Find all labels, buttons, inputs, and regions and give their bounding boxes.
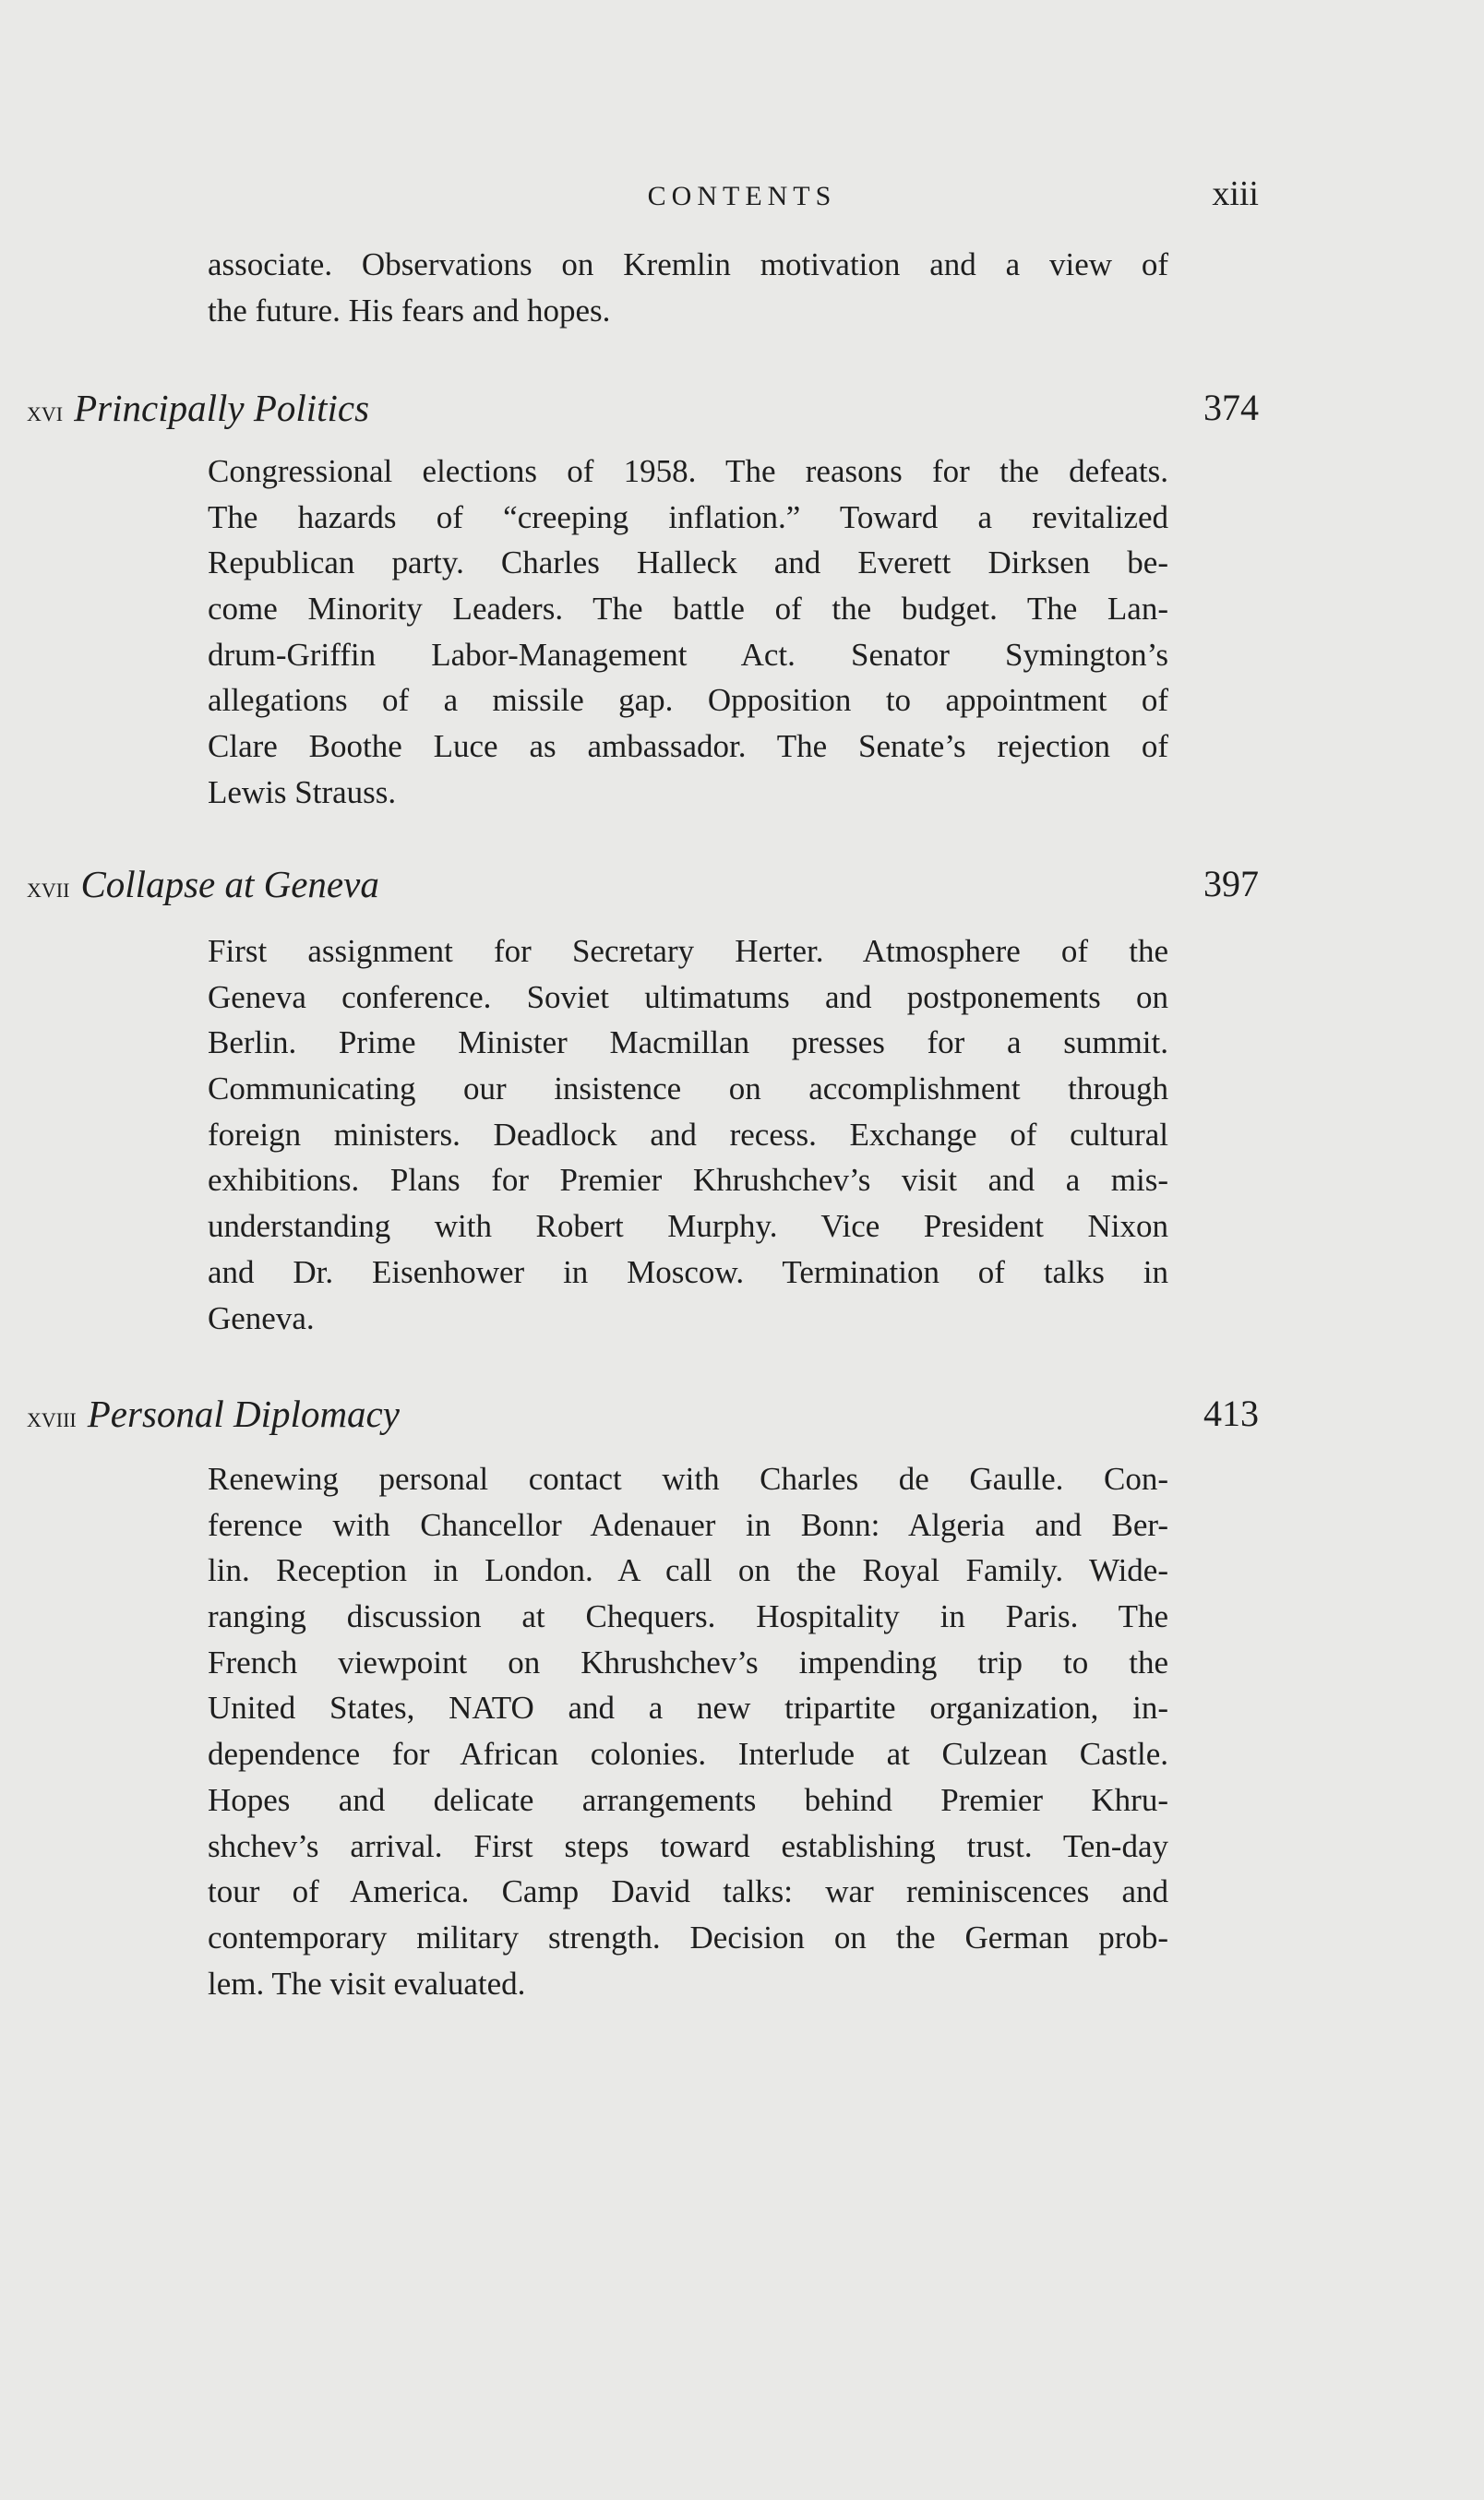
chapter-summary-xviii	[208, 1456, 1168, 2006]
chapter-heading-xviii	[27, 1391, 1259, 1437]
text-line: Geneva conference. Soviet ultimatums and postponements on	[208, 978, 1168, 1015]
text-line: lin. Reception in London. A call on the Royal Family. Wide-	[208, 1552, 1168, 1589]
text-line: drum-Griffin Labor-Management Act. Senator Symington’s	[208, 636, 1168, 673]
text-line: and Dr. Eisenhower in Moscow. Termination of talks in	[208, 1253, 1168, 1290]
text-line: French viewpoint on Khrushchev’s impending trip to the	[208, 1644, 1168, 1681]
chapter-number: xviii	[27, 1400, 77, 1433]
chapter-title: Collapse at Geneva	[80, 863, 379, 905]
text-line: Republican party. Charles Halleck and Everett Dirksen be-	[208, 544, 1168, 581]
chapter-summary-xvii	[208, 928, 1168, 1341]
running-head: CONTENTS	[647, 181, 837, 211]
chapter-heading-xvi	[27, 385, 1259, 431]
text-line: The hazards of “creeping inflation.” Toward a revitalized	[208, 498, 1168, 535]
chapter-page: 374	[1203, 387, 1259, 428]
chapter-title: Principally Politics	[74, 387, 370, 429]
text-line: associate. Observations on Kremlin motivation and a view of	[208, 246, 1168, 282]
text-line: come Minority Leaders. The battle of the budget. The Lan-	[208, 591, 1168, 628]
text-line: Geneva.	[208, 1299, 315, 1336]
text-line: United States, NATO and a new tripartite organization, in-	[208, 1690, 1168, 1727]
intro-paragraph	[208, 242, 1168, 333]
text-line: ference with Chancellor Adenauer in Bonn: Algeria and Ber-	[208, 1506, 1168, 1543]
text-line: exhibitions. Plans for Premier Khrushchev’s visit and a mis-	[208, 1162, 1168, 1199]
text-line: contemporary military strength. Decision on the German prob-	[208, 1919, 1168, 1956]
text-line: Hopes and delicate arrangements behind Premier Khru-	[208, 1781, 1168, 1818]
text-line: dependence for African colonies. Interlude at Culzean Castle.	[208, 1736, 1168, 1773]
text-line: Lewis Strauss.	[208, 773, 397, 810]
text-line: Communicating our insistence on accomplishment through	[208, 1071, 1168, 1107]
chapter-page: 397	[1203, 863, 1259, 904]
chapter-summary-xvi	[208, 449, 1168, 816]
text-line: First assignment for Secretary Herter. Atmosphere of the	[208, 933, 1168, 969]
chapter-heading-xvii	[27, 861, 1259, 907]
chapter-title: Personal Diplomacy	[87, 1393, 400, 1435]
text-line: the future. His fears and hopes.	[208, 292, 611, 329]
text-line: Renewing personal contact with Charles de Gaulle. Con-	[208, 1461, 1168, 1497]
text-line: Clare Boothe Luce as ambassador. The Senate’s rejection of	[208, 728, 1168, 765]
text-line: shchev’s arrival. First steps toward establishing trust. Ten-day	[208, 1827, 1168, 1864]
text-line: Congressional elections of 1958. The reasons for the defeats.	[208, 453, 1168, 489]
chapter-number: xvi	[27, 394, 64, 427]
page-folio: xiii	[1212, 174, 1259, 213]
text-line: lem. The visit evaluated.	[208, 1965, 526, 2002]
text-line: understanding with Robert Murphy. Vice President Nixon	[208, 1208, 1168, 1245]
text-line: Berlin. Prime Minister Macmillan presses for a summit.	[208, 1024, 1168, 1061]
text-line: allegations of a missile gap. Opposition to appointment of	[208, 682, 1168, 719]
chapter-page: 413	[1203, 1393, 1259, 1434]
text-line: tour of America. Camp David talks: war reminiscences and	[208, 1873, 1168, 1910]
chapter-number: xvii	[27, 870, 70, 903]
text-line: foreign ministers. Deadlock and recess. Exchange of cultural	[208, 1116, 1168, 1153]
text-line: ranging discussion at Chequers. Hospitality in Paris. The	[208, 1598, 1168, 1635]
